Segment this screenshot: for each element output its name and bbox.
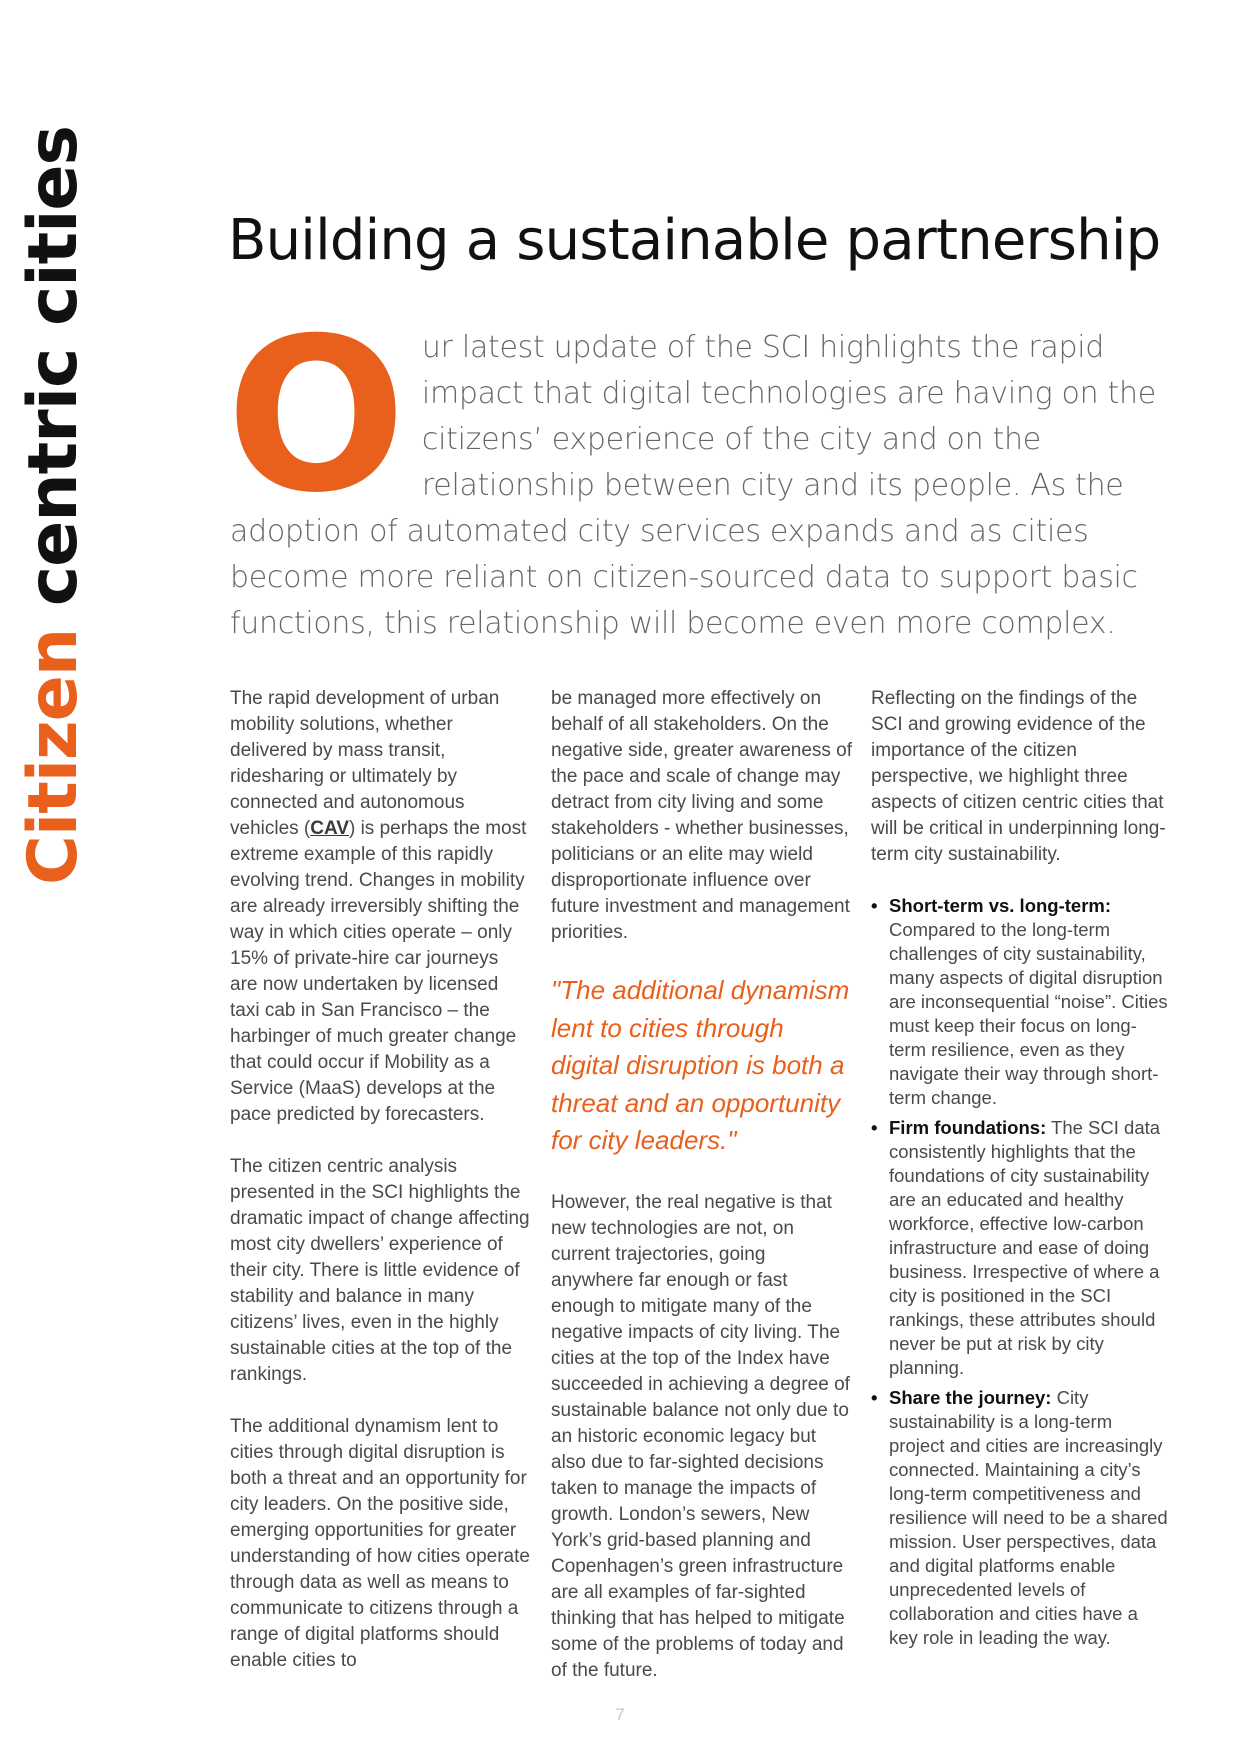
column-1-paragraph-2: The citizen centric analysis presented in the SCI highlights the dramatic impact of change affecting most city dwellers’ experience of their city. There is little evidence of stability and balance in many citizens’ lives, even in the highly sustainable cities at the top of the rankings.	[230, 1156, 530, 1385]
paragraph-text: ) is perhaps the most extreme example of this rapidly evolving trend. Changes in mobility are already irreversibly shifting the way in which cities operate – only 15% of private-hire car journeys are now undertaken by licensed taxi cab in San Francisco – the harbinger of much greater change that could occur if Mobility as a Service (MaaS) develops at the pace predicted by forecasters.	[230, 818, 527, 1125]
column-3	[871, 686, 1171, 1656]
column-3-paragraph-1: Reflecting on the findings of the SCI and growing evidence of the importance of the citizen perspective, we highlight three aspects of citizen centric cities that will be critical in underpinning long-term city sustainability.	[871, 688, 1166, 865]
list-item	[871, 894, 1171, 1110]
intro-paragraph	[226, 292, 1180, 647]
list-item-lead: Share the journey:	[889, 1387, 1052, 1408]
section-title-vertical	[14, 125, 93, 885]
list-item-text: The SCI data consistently highlights that the foundations of city sustainability are an educated and healthy workforce, effective low-carbon infrastructure and ease of doing business. Irrespective of where a city is positioned in the SCI rankings, these attributes should never be put at risk by city planning.	[889, 1117, 1161, 1378]
column-2-paragraph-2: However, the real negative is that new technologies are not, on current trajectories, going anywhere far enough or fast enough to mitigate many of the negative impacts of city living. The cities at the top of the Index have succeeded in achieving a degree of sustainable balance not only due to an historic economic legacy but also due to far-sighted decisions taken to manage the impacts of growth. London’s sewers, New York’s grid-based planning and Copenhagen’s green infrastructure are all examples of far-sighted thinking that has helped to mitigate some of the problems of today and of the future.	[551, 1191, 850, 1681]
drop-cap: O	[226, 292, 406, 539]
key-aspects-list	[871, 894, 1171, 1650]
section-title-word-citizen: Citizen	[14, 628, 93, 885]
column-1-paragraph-3: The additional dynamism lent to cities through digital disruption is both a threat and an opportunity for city leaders. On the positive side, emerging opportunities for greater understanding of how cities operate through data as well as means to communicate to citizens through a range of digital platforms should enable cities to	[230, 1416, 530, 1671]
column-1	[230, 686, 530, 1700]
column-2-paragraph-1: be managed more effectively on behalf of all stakeholders. On the negative side, greater awareness of the pace and scale of change may detract from city living and some stakeholders - whether businesses, politicians or an elite may wield disproportionate influence over future investment and management priorities.	[551, 688, 853, 943]
section-title-word-centric-cities: centric cities	[14, 125, 93, 607]
list-item	[871, 1116, 1171, 1380]
list-item-text: City sustainability is a long-term project and cities are increasingly connected. Maintaining a city’s long-term competitiveness and resilience will need to be a shared mission. User perspectives, data and digital platforms enable unprecedented levels of collaboration and cities have a key role in leading the way.	[889, 1387, 1168, 1648]
paragraph-text: The rapid development of urban mobility solutions, whether delivered by mass transit, ridesharing or ultimately by connected and autonomous vehicles (	[230, 688, 500, 839]
cav-link[interactable]: CAV	[310, 818, 349, 839]
column-1-paragraph-1	[230, 686, 530, 1128]
list-item-lead: Firm foundations:	[889, 1117, 1047, 1138]
column-2	[551, 686, 853, 1710]
pull-quote: "The additional dynamism lent to cities through digital disruption is both a threat and an opportunity for city leaders."	[551, 975, 850, 1155]
list-item-text: Compared to the long-term challenges of city sustainability, many aspects of digital disruption are inconsequential “noise”. Cities must keep their focus on long-term resilience, even as they navigate their way through short-term change.	[889, 919, 1168, 1108]
page-heading: Building a sustainable partnership	[228, 208, 1161, 273]
page-number: 7	[615, 1705, 625, 1724]
list-item-lead: Short-term vs. long-term:	[889, 895, 1112, 916]
list-item	[871, 1386, 1171, 1650]
intro-text: ur latest update of the SCI highlights the rapid impact that digital technologies are having on the citizens’ experience of the city and on the relationship between city and its people. As the adoption of automated city services expands and as cities become more reliant on citizen-sourced data to support basic functions, this relationship will become even more complex.	[230, 330, 1156, 641]
